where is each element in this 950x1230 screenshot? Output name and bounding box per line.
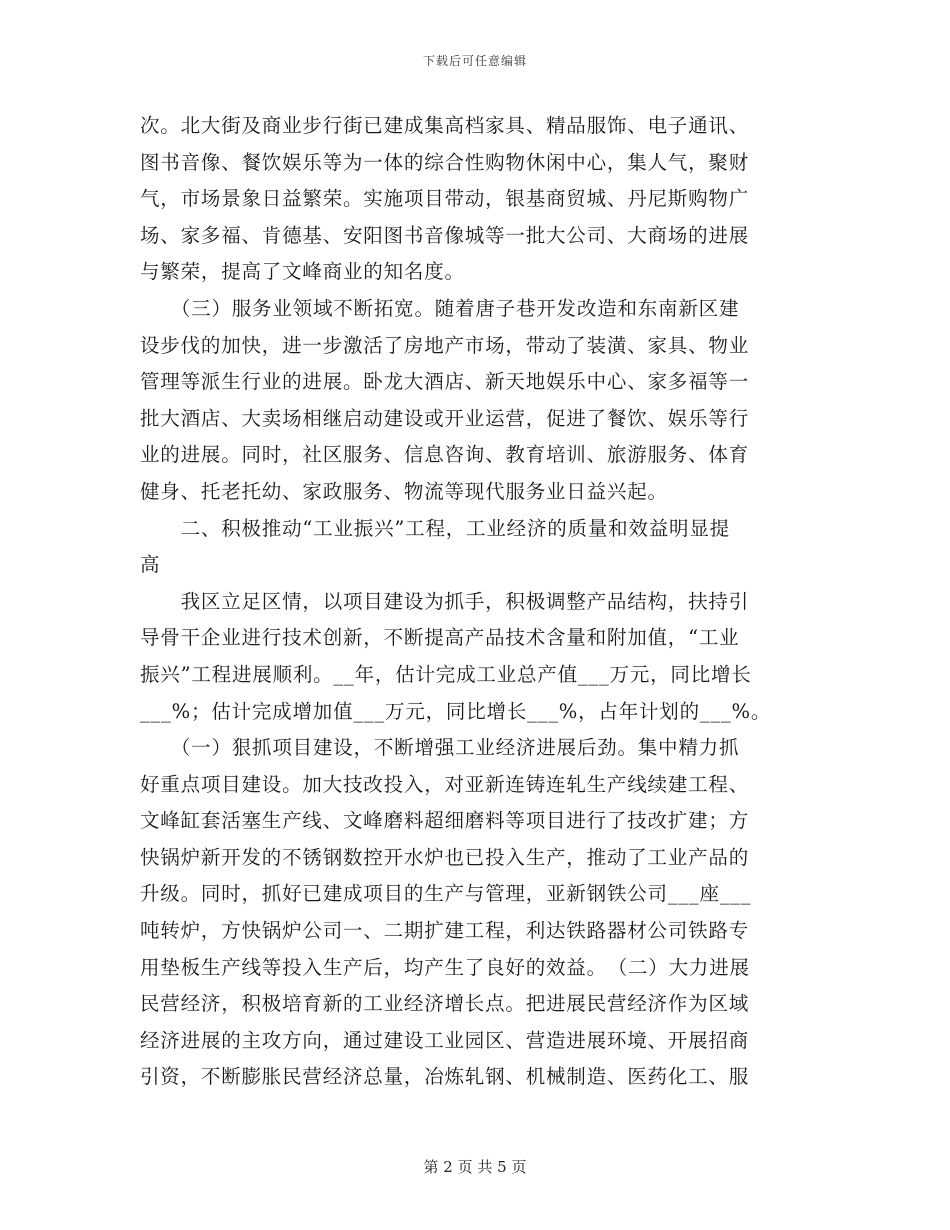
text-line: 引资，不断膨胀民营经济总量，冶炼轧钢、机械制造、医药化工、服 (140, 1065, 750, 1089)
text-line: 经济进展的主攻方向，通过建设工业园区、营造进展环境、开展招商 (140, 1028, 750, 1052)
text-line: 气，市场景象日益繁荣。实施项目带动，银基商贸城、丹尼斯购物广 (140, 187, 750, 211)
page-footer: 第 2 页 共 5 页 (423, 1158, 527, 1176)
text-line: 我区立足区情，以项目建设为抓手，积极调整产品结构，扶持引 (140, 589, 750, 613)
text-line: （三）服务业领域不断拓宽。随着唐子巷开发改造和东南新区建 (140, 296, 740, 320)
text-line: 二、积极推动“工业振兴”工程，工业经济的质量和效益明显提 (140, 516, 730, 540)
text-line: 设步伐的加快，进一步激活了房地产市场，带动了装潢、家具、物业 (140, 333, 750, 357)
text-line: 高 (140, 553, 161, 577)
text-line: 快锅炉新开发的不锈钢数控开水炉也已投入生产，推动了工业产品的 (140, 845, 750, 869)
text-line: （一）狠抓项目建设，不断增强工业经济进展后劲。集中精力抓 (140, 736, 740, 760)
text-line: 图书音像、餐饮娱乐等为一体的综合性购物休闲中心，集人气，聚财 (140, 150, 750, 174)
text-line: 民营经济，积极培育新的工业经济增长点。把进展民营经济作为区域 (140, 992, 750, 1016)
text-line: 场、家多福、肯德基、安阳图书音像城等一批大公司、大商场的进展 (140, 223, 750, 247)
text-line: ___%；估计完成增加值___万元，同比增长___%，占年计划的___%。 (140, 699, 772, 723)
text-line: 升级。同时，抓好已建成项目的生产与管理，亚新钢铁公司___座___ (140, 882, 752, 906)
text-line: 健身、托老托幼、家政服务、物流等现代服务业日益兴起。 (140, 479, 668, 503)
text-line: 导骨干企业进行技术创新，不断提高产品技术含量和附加值，“工业 (140, 626, 740, 650)
text-line: 与繁荣，提高了文峰商业的知名度。 (140, 260, 465, 284)
page-header: 下载后可任意编辑 (422, 54, 527, 68)
text-line: 业的进展。同时，社区服务、信息咨询、教育培训、旅游服务、体育 (140, 443, 750, 467)
text-line: 批大酒店、大卖场相继启动建设或开业运营，促进了餐饮、娱乐等行 (140, 406, 750, 430)
text-line: 用垫板生产线等投入生产后，均产生了良好的效益。 （二）大力进展 (140, 955, 750, 979)
text-line: 文峰缸套活塞生产线、文峰磨料超细磨料等项目进行了技改扩建；方 (140, 809, 750, 833)
text-line: 吨转炉，方快锅炉公司一、二期扩建工程，利达铁路器材公司铁路专 (140, 919, 750, 943)
text-line: 振兴”工程进展顺利。__年，估计完成工业总产值___万元，同比增长 (140, 662, 752, 686)
text-line: 好重点项目建设。加大技改投入，对亚新连铸连轧生产线续建工程、 (140, 772, 750, 796)
document-body (140, 108, 812, 1096)
text-line: 管理等派生行业的进展。卧龙大酒店、新天地娱乐中心、家多福等一 (140, 370, 750, 394)
text-line: 次。北大街及商业步行街已建成集高档家具、精品服饰、电子通讯、 (140, 114, 750, 137)
